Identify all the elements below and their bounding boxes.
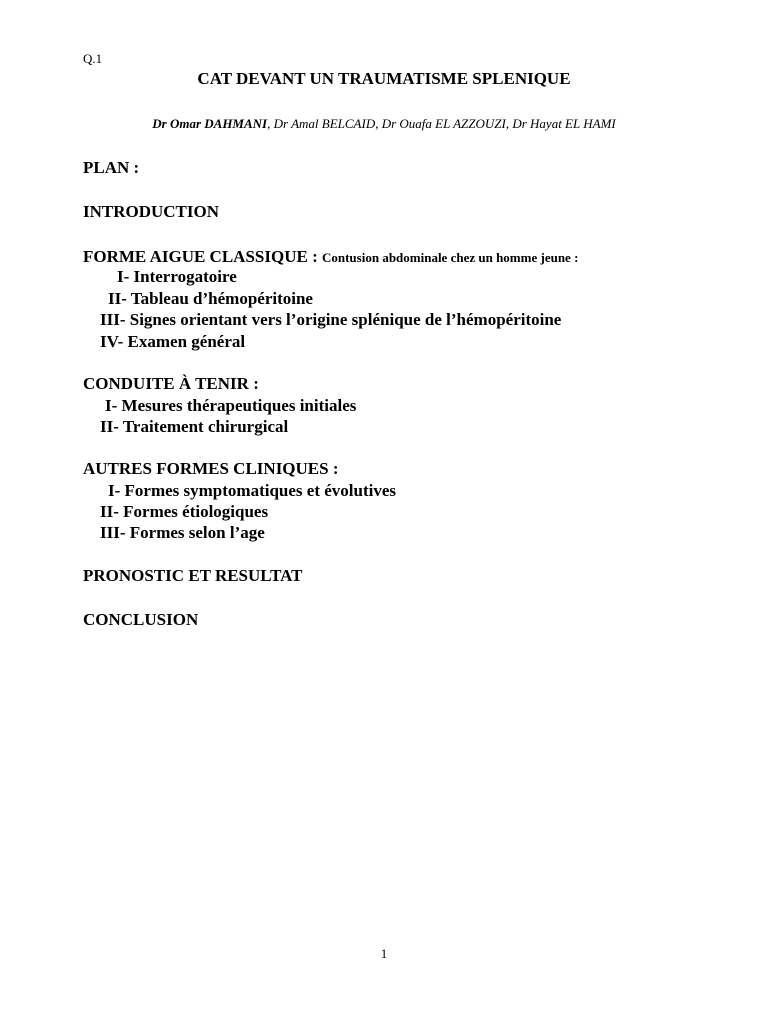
lead-author: Dr Omar DAHMANI [152, 116, 268, 131]
forme-aigue-item: I- Interrogatoire [117, 267, 237, 286]
conduite-item: I- Mesures thérapeutiques initiales [105, 396, 357, 415]
forme-aigue-subheading: Contusion abdominale chez un homme jeune : [321, 250, 579, 265]
forme-aigue-item: II- Tableau d’hémopéritoine [108, 289, 313, 308]
section-pronostic: PRONOSTIC ET RESULTAT [83, 566, 303, 585]
section-introduction: INTRODUCTION [83, 202, 220, 221]
page-number: 1 [380, 946, 388, 961]
authors-line [0, 116, 768, 132]
question-number: Q.1 [83, 51, 103, 66]
co-authors: , Dr Amal BELCAID, Dr Ouafa EL AZZOUZI, Dr Hayat EL HAMI [267, 116, 616, 131]
autres-formes-item: III- Formes selon l’age [100, 523, 265, 542]
forme-aigue-heading: FORME AIGUE CLASSIQUE : [83, 247, 322, 266]
conduite-item: II- Traitement chirurgical [100, 417, 289, 436]
forme-aigue-item: III- Signes orientant vers l’origine splénique de l’hémopéritoine [100, 310, 562, 329]
document-title: CAT DEVANT UN TRAUMATISME SPLENIQUE [197, 69, 571, 88]
forme-aigue-item: IV- Examen général [100, 332, 246, 351]
section-forme-aigue [83, 247, 578, 267]
section-autres-formes: AUTRES FORMES CLINIQUES : [83, 459, 339, 478]
section-conclusion: CONCLUSION [83, 610, 199, 629]
section-conduite: CONDUITE À TENIR : [83, 374, 259, 393]
autres-formes-item: I- Formes symptomatiques et évolutives [108, 481, 397, 500]
plan-heading: PLAN : [83, 158, 140, 177]
autres-formes-item: II- Formes étiologiques [100, 502, 269, 521]
